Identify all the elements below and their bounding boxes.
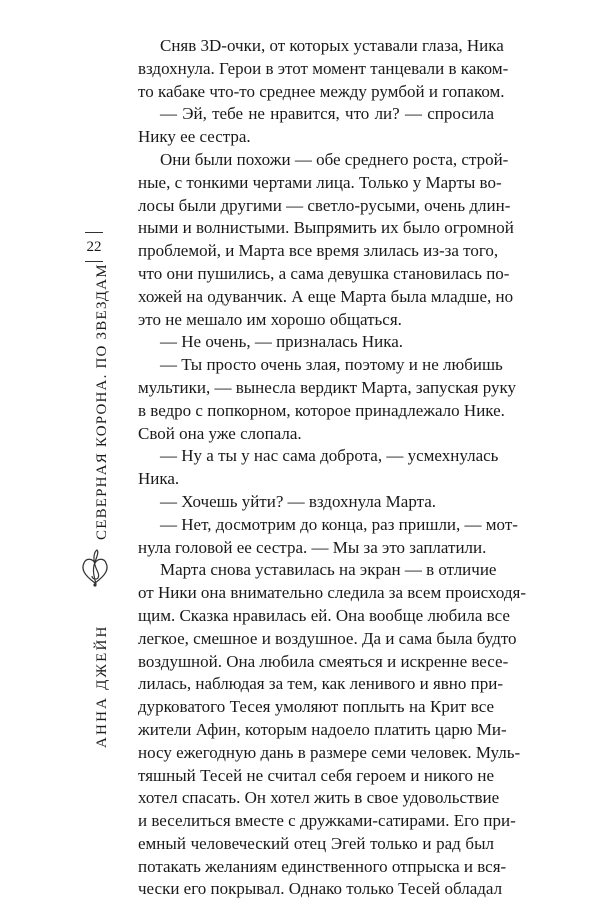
text-line: — Эй, тебе не нравится, что ли? — спросила bbox=[160, 104, 494, 124]
text-line: потакать желаниям единственного отпрыска и вся- bbox=[138, 856, 507, 876]
text-line: легкое, смешное и воздушное. Да и сама была будто bbox=[138, 628, 517, 648]
running-title: СЕВЕРНАЯ КОРОНА. ПО ЗВЕЗДАМ bbox=[94, 263, 110, 540]
text-line: жители Афин, которым надоело платить царю Ми- bbox=[138, 719, 507, 739]
text-line: нула головой ее сестра. — Мы за это заплатили. bbox=[138, 537, 487, 557]
text-line: проблемой, и Марта все время злилась из-за того, bbox=[138, 241, 499, 261]
text-line: — Ты просто очень злая, поэтому и не любишь bbox=[160, 355, 503, 375]
text-line: мультики, — вынесла вердикт Марта, запуская руку bbox=[138, 377, 516, 397]
text-line: ные, с тонкими чертами лица. Только у Марты во- bbox=[138, 172, 502, 192]
text-line: в ведро с попкорном, которое принадлежало Нике. bbox=[138, 400, 505, 420]
page-number bbox=[72, 238, 116, 256]
text-line: лосы были другими — светло-русыми, очень длин- bbox=[138, 195, 511, 215]
text-line: лилась, наблюдая за тем, как ленивого и явно при- bbox=[138, 674, 503, 694]
text-line: Марта снова уставилась на экран — в отличие bbox=[160, 560, 497, 580]
text-line: чески его покрывал. Однако только Тесей обладал bbox=[138, 879, 503, 899]
text-line: ными и волнистыми. Выпрямить их было огромной bbox=[138, 218, 514, 238]
text-line: Нику ее сестра. bbox=[138, 127, 251, 147]
text-line: хожей на одуванчик. А еще Марта была младше, но bbox=[138, 286, 514, 306]
page-number-text: 22 bbox=[86, 239, 102, 255]
text-line: носу ежегодную дань в размере семи человек. Муль- bbox=[138, 742, 521, 762]
text-line: от Ники она внимательно следила за всем происходя- bbox=[138, 583, 526, 603]
text-line: — Не очень, — призналась Ника. bbox=[160, 332, 404, 352]
text-line: Сняв 3D-очки, от которых уставали глаза, Ника bbox=[160, 36, 504, 55]
page-margin bbox=[72, 0, 116, 750]
text-line: что они пушились, а сама девушка становилась по- bbox=[138, 263, 510, 283]
text-line: — Нет, досмотрим до конца, раз пришли, — мот- bbox=[160, 514, 518, 534]
page-number-rule-top bbox=[85, 232, 103, 233]
treble-clef-heart-icon bbox=[78, 548, 112, 588]
text-line: воздушной. Она любила смеяться и искренне весе- bbox=[138, 651, 509, 671]
text-line: и веселиться вместе с дружками-сатирами. Его при- bbox=[138, 811, 516, 831]
text-line: Ника. bbox=[138, 469, 180, 489]
text-line: хотел спасать. Он хотел жить в свое удовольствие bbox=[138, 788, 500, 808]
text-line: Они были похожи — обе среднего роста, строй- bbox=[160, 149, 509, 169]
text-line: — Хочешь уйти? — вздохнула Марта. bbox=[160, 491, 437, 511]
page-number-rule-bottom bbox=[85, 261, 103, 262]
text-line: вздохнула. Герои в этот момент танцевали в каком- bbox=[138, 58, 509, 78]
text-line: тяшный Тесей не считал себя героем и никого не bbox=[138, 765, 494, 785]
body-text bbox=[138, 35, 526, 901]
author-name: АННА ДЖЕЙН bbox=[94, 624, 110, 748]
text-line: — Ну а ты у нас сама доброта, — усмехнулась bbox=[160, 446, 499, 466]
text-line: дурковатого Тесея умоляют поплыть на Крит все bbox=[138, 697, 494, 717]
text-line: Свой она уже слопала. bbox=[138, 423, 302, 443]
text-line: щим. Сказка нравилась ей. Она вообще любила все bbox=[138, 605, 510, 625]
text-line: емный человеческий отец Эгей только и рад был bbox=[138, 833, 494, 853]
text-line: это не мешало им хорошо общаться. bbox=[138, 309, 402, 329]
text-line: то кабаке что-то среднее между румбой и гопаком. bbox=[138, 81, 505, 101]
